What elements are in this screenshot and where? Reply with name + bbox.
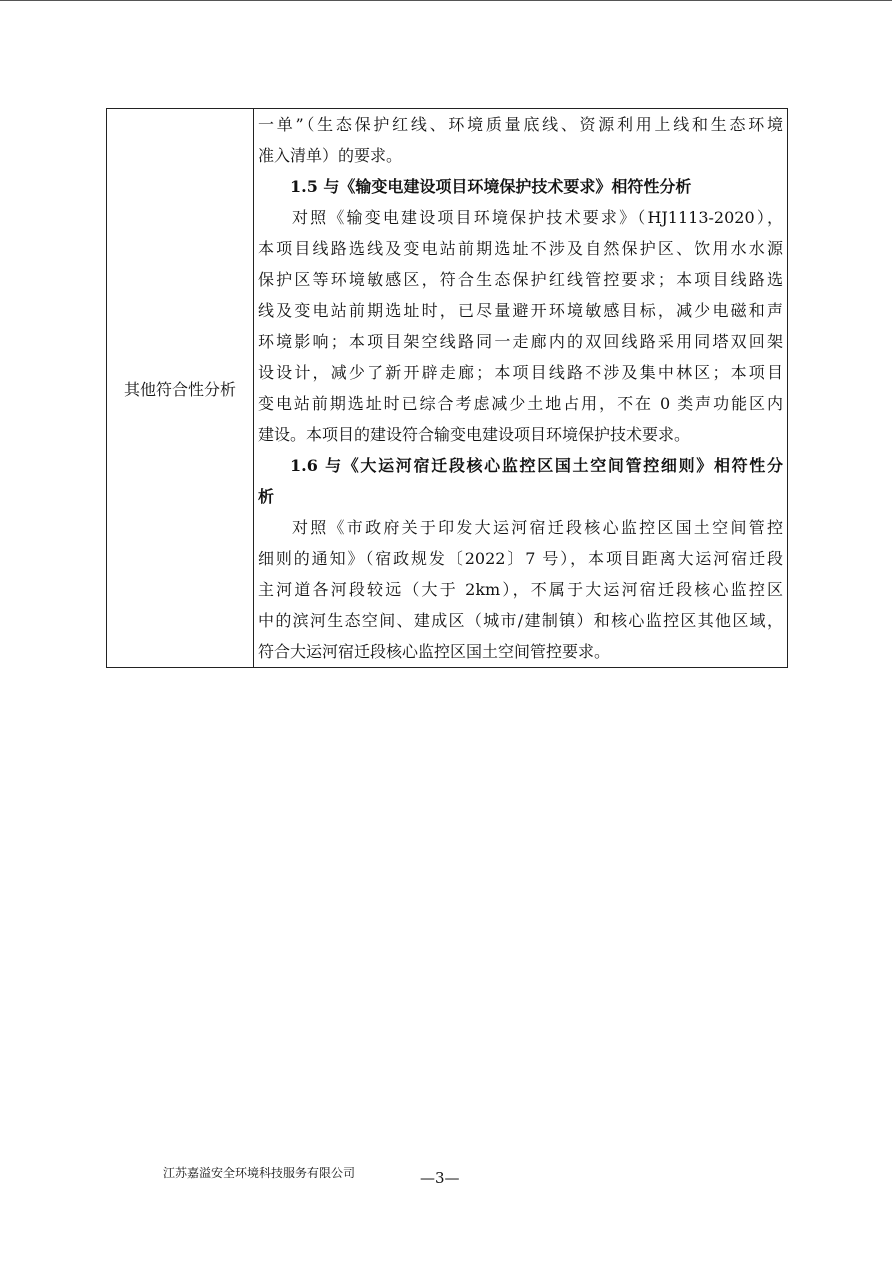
text-line: 保护区等环境敏感区，符合生态保护红线管控要求；本项目线路选 (258, 270, 783, 289)
text-line: 线及变电站前期选址时，已尽量避开环境敏感目标，减少电磁和声 (258, 301, 783, 320)
section-heading-line: 1.5 与《输变电建设项目环境保护技术要求》相符性分析 (290, 177, 692, 196)
text-line: 一单”（生态保护红线、环境质量底线、资源利用上线和生态环境 (258, 115, 783, 134)
text-line: 本项目线路选线及变电站前期选址不涉及自然保护区、饮用水水源 (258, 239, 783, 258)
text-line: 环境影响；本项目架空线路同一走廊内的双回线路采用同塔双回架 (258, 332, 783, 351)
text-line: 对照《市政府关于印发大运河宿迁段核心监控区国土空间管控 (292, 518, 783, 537)
footer-company: 江苏嘉溢安全环境科技服务有限公司 (163, 1166, 356, 1180)
text-line: 变电站前期选址时已综合考虑减少土地占用，不在 0 类声功能区内 (258, 394, 783, 413)
body-cell (254, 109, 788, 668)
row-label: 其他符合性分析 (107, 109, 254, 668)
text-line: 主河道各河段较远（大于 2km），不属于大运河宿迁段核心监控区 (258, 580, 783, 599)
text-line: 建设。本项目的建设符合输变电建设项目环境保护技术要求。 (258, 425, 691, 444)
text-line: 中的滨河生态空间、建成区（城市/建制镇）和核心监控区其他区域， (258, 611, 783, 630)
section-heading-line: 1.6 与《大运河宿迁段核心监控区国土空间管控细则》相符性分 (290, 456, 783, 475)
top-rule (0, 0, 892, 1)
text-line: 对照《输变电建设项目环境保护技术要求》（HJ1113-2020）， (292, 208, 783, 227)
text-line: 符合大运河宿迁段核心监控区国土空间管控要求。 (258, 642, 611, 661)
table-row (107, 109, 788, 668)
section-heading-line: 析 (258, 487, 275, 506)
text-line: 设设计，减少了新开辟走廊；本项目线路不涉及集中林区；本项目 (258, 363, 783, 382)
page-number: —3— (420, 1169, 460, 1187)
paragraph-lines (258, 109, 783, 667)
text-line: 准入清单）的要求。 (258, 146, 403, 165)
text-line: 细则的通知》（宿政规发〔2022〕7 号），本项目距离大运河宿迁段 (258, 549, 783, 568)
compliance-table (106, 108, 788, 668)
